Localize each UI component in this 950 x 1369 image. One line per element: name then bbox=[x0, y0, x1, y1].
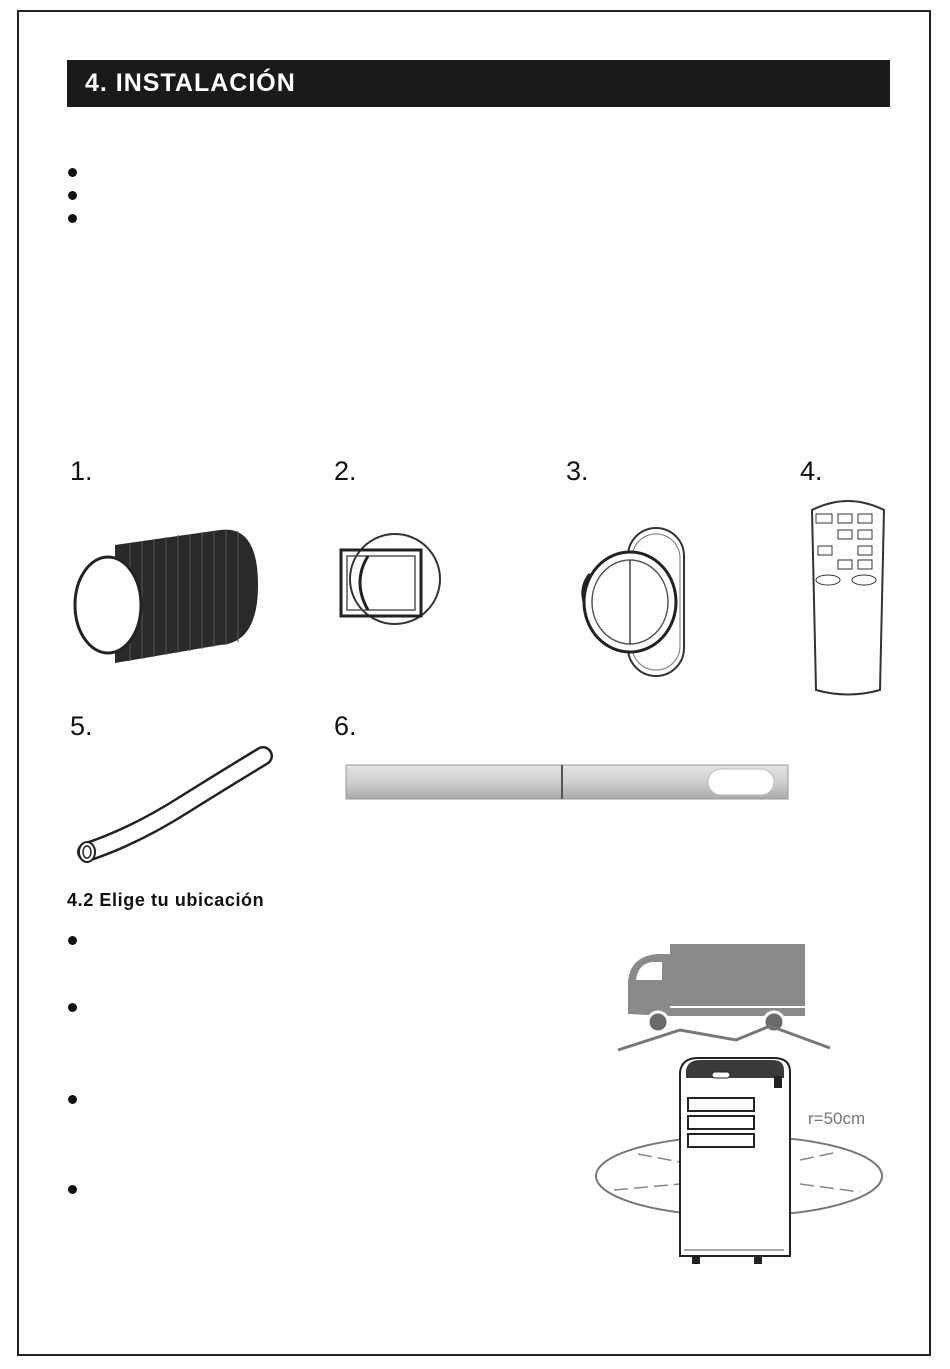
item-number-4: 4. bbox=[800, 456, 823, 486]
item-number-6: 6. bbox=[334, 711, 357, 741]
hose-adapter-icon bbox=[338, 532, 443, 632]
location-heading: 4.2 Elige tu ubicación bbox=[67, 890, 265, 910]
bullet-point bbox=[68, 1095, 77, 1104]
bullet-point bbox=[68, 1003, 77, 1012]
item-number-1: 1. bbox=[70, 456, 93, 486]
bullet-point bbox=[68, 1185, 77, 1194]
exhaust-hose-icon bbox=[70, 525, 265, 675]
section-title: 4. INSTALACIÓN bbox=[67, 60, 890, 107]
bullet-point bbox=[68, 168, 77, 177]
air-conditioner-icon bbox=[594, 1050, 884, 1280]
bullet-point bbox=[68, 214, 77, 223]
drain-hose-icon bbox=[75, 744, 275, 866]
remote-control-icon bbox=[808, 494, 888, 699]
bullet-point bbox=[68, 191, 77, 200]
item-number-3: 3. bbox=[566, 456, 589, 486]
item-number-5: 5. bbox=[70, 711, 93, 741]
truck-icon bbox=[618, 942, 838, 1052]
window-adapter-icon bbox=[580, 524, 690, 679]
radius-label: r=50cm bbox=[808, 1109, 866, 1128]
item-number-2: 2. bbox=[334, 456, 357, 486]
window-kit-icon bbox=[345, 763, 790, 803]
bullet-point bbox=[68, 936, 77, 945]
